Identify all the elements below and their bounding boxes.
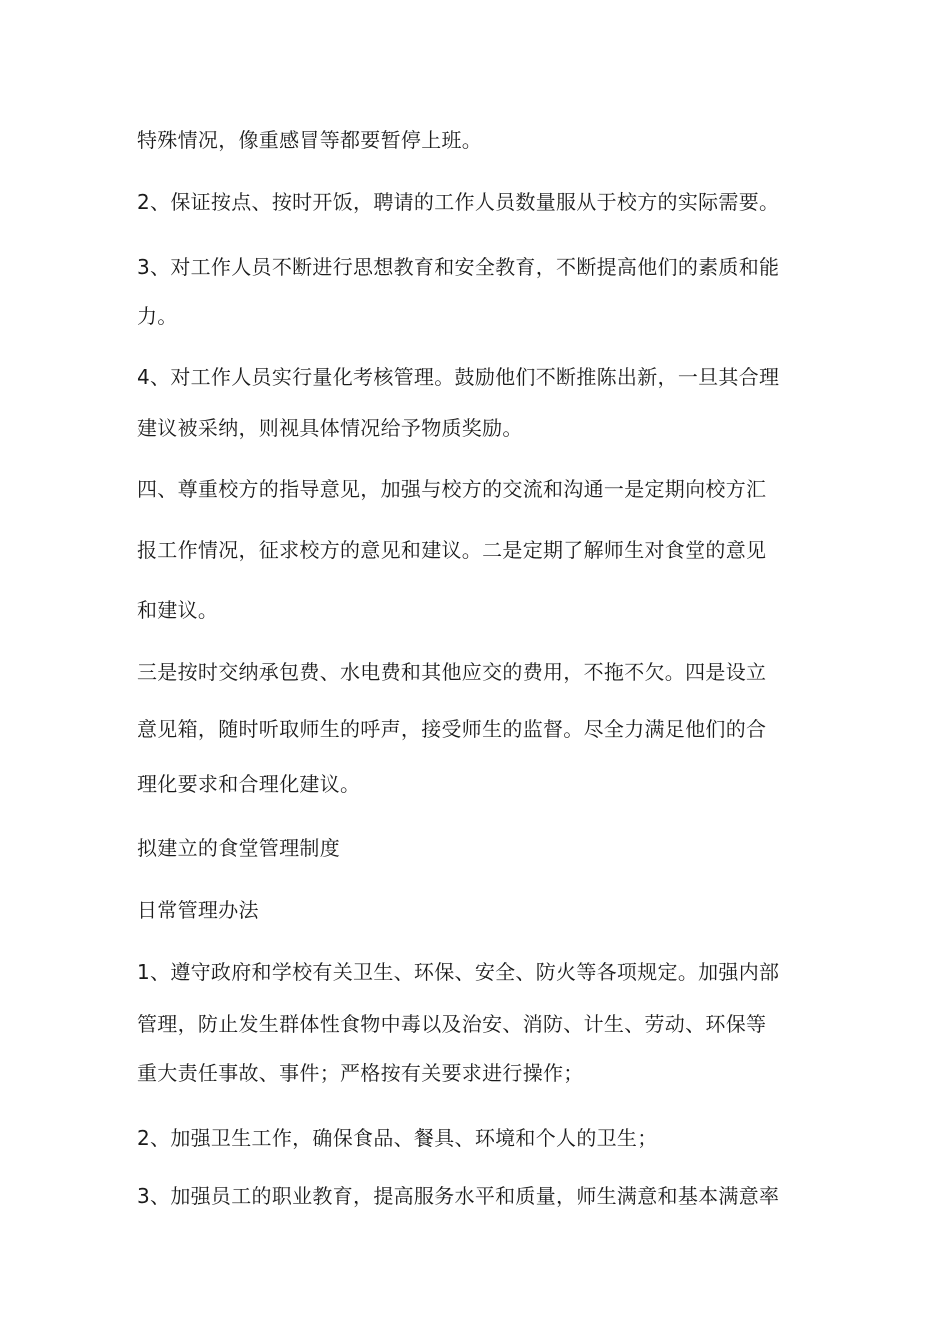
text-line: 意见箱，随时听取师生的呼声，接受师生的监督。尽全力满足他们的合 (137, 717, 767, 741)
text-line: 1、遵守政府和学校有关卫生、环保、安全、防火等各项规定。加强内部 (137, 960, 780, 984)
text-line: 4、对工作人员实行量化考核管理。鼓励他们不断推陈出新，一旦其合理 (137, 365, 780, 389)
text-line: 四、尊重校方的指导意见，加强与校方的交流和沟通一是定期向校方汇 (137, 477, 767, 501)
text-line: 管理，防止发生群体性食物中毒以及治安、消防、计生、劳动、环保等 (137, 1012, 767, 1036)
text-line: 建议被采纳，则视具体情况给予物质奖励。 (137, 416, 523, 440)
text-line: 2、保证按点、按时开饭，聘请的工作人员数量服从于校方的实际需要。 (137, 190, 780, 214)
text-line: 三是按时交纳承包费、水电费和其他应交的费用，不拖不欠。四是设立 (137, 660, 767, 684)
text-line: 特殊情况，像重感冒等都要暂停上班。 (137, 128, 483, 152)
text-line: 重大责任事故、事件；严格按有关要求进行操作； (137, 1061, 584, 1085)
text-line: 和建议。 (137, 598, 219, 622)
text-line: 理化要求和合理化建议。 (137, 772, 361, 796)
text-line: 报工作情况，征求校方的意见和建议。二是定期了解师生对食堂的意见 (137, 538, 767, 562)
section-heading: 拟建立的食堂管理制度 (137, 836, 340, 860)
text-line: 力。 (137, 304, 178, 328)
text-line: 2、加强卫生工作，确保食品、餐具、环境和个人的卫生； (137, 1126, 658, 1150)
subsection-heading: 日常管理办法 (137, 898, 259, 922)
text-line: 3、对工作人员不断进行思想教育和安全教育，不断提高他们的素质和能 (137, 255, 780, 279)
text-line: 3、加强员工的职业教育，提高服务水平和质量，师生满意和基本满意率 (137, 1184, 780, 1208)
